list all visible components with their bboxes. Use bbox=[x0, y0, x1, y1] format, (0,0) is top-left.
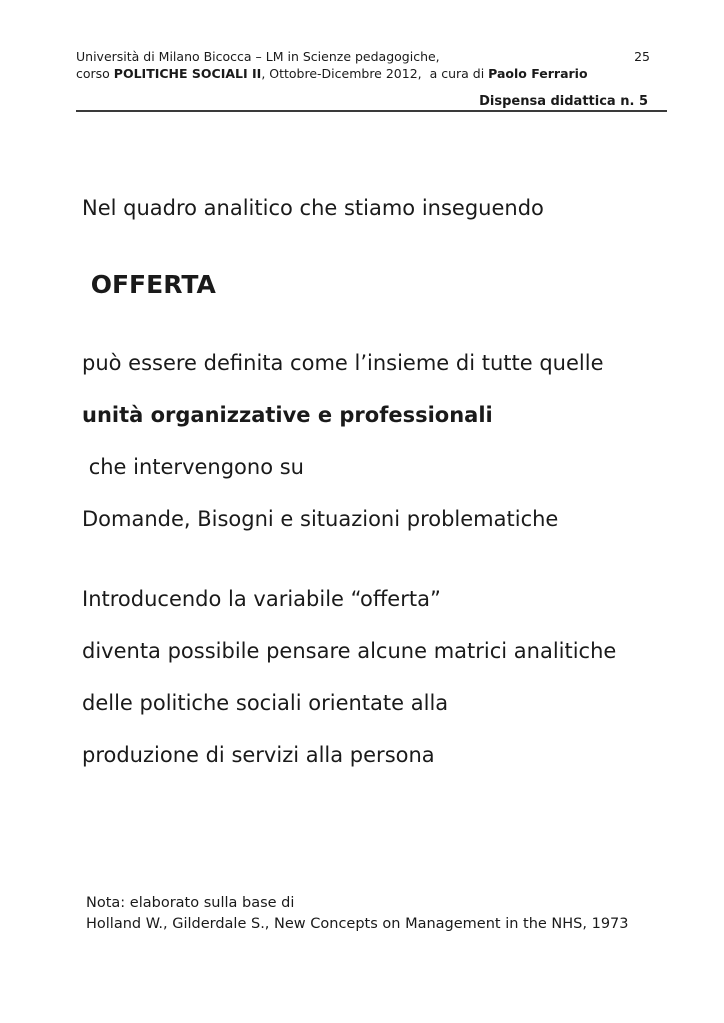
body-text bbox=[82, 112, 694, 769]
header-row bbox=[76, 48, 667, 65]
footer-note bbox=[86, 893, 724, 935]
paragraph-policies: delle politiche sociali orientate alla bbox=[82, 691, 449, 715]
note-reference: Holland W., Gilderdale S., New Concepts on Management in the NHS, 1973 bbox=[86, 916, 629, 932]
paragraph-demands: Domande, Bisogni e situazioni problematiche bbox=[82, 507, 559, 531]
page-header bbox=[76, 0, 667, 112]
note-intro: Nota: elaborato sulla base di bbox=[86, 895, 295, 911]
paragraph-definition: può essere definita come l’insieme di tutte quelle bbox=[82, 351, 604, 375]
paragraph-intervene: che intervengono su bbox=[82, 455, 304, 479]
header-course-dates: , Ottobre-Dicembre 2012, a cura di bbox=[261, 66, 489, 81]
paragraph-intro: Nel quadro analitico che stiamo inseguendo bbox=[82, 196, 544, 220]
paragraph-matrices: diventa possibile pensare alcune matrici analitiche bbox=[82, 639, 617, 663]
keyword-offerta: OFFERTA bbox=[82, 270, 216, 299]
header-course-name: POLITICHE SOCIALI II bbox=[113, 66, 262, 81]
page-number: 25 bbox=[634, 49, 650, 64]
header-course-line1: Università di Milano Bicocca – LM in Scienze pedagogiche, bbox=[76, 49, 440, 64]
paragraph-production: produzione di servizi alla persona bbox=[82, 743, 435, 767]
paragraph-variable: Introducendo la variabile “offerta” bbox=[82, 587, 441, 611]
header-course-line2 bbox=[76, 65, 667, 82]
paragraph-units-bold: unità organizzative e professionali bbox=[82, 403, 493, 427]
header-course-prefix: corso bbox=[76, 66, 114, 81]
header-author-name: Paolo Ferrario bbox=[488, 66, 588, 81]
edition-label: Dispensa didattica n. 5 bbox=[479, 94, 648, 109]
